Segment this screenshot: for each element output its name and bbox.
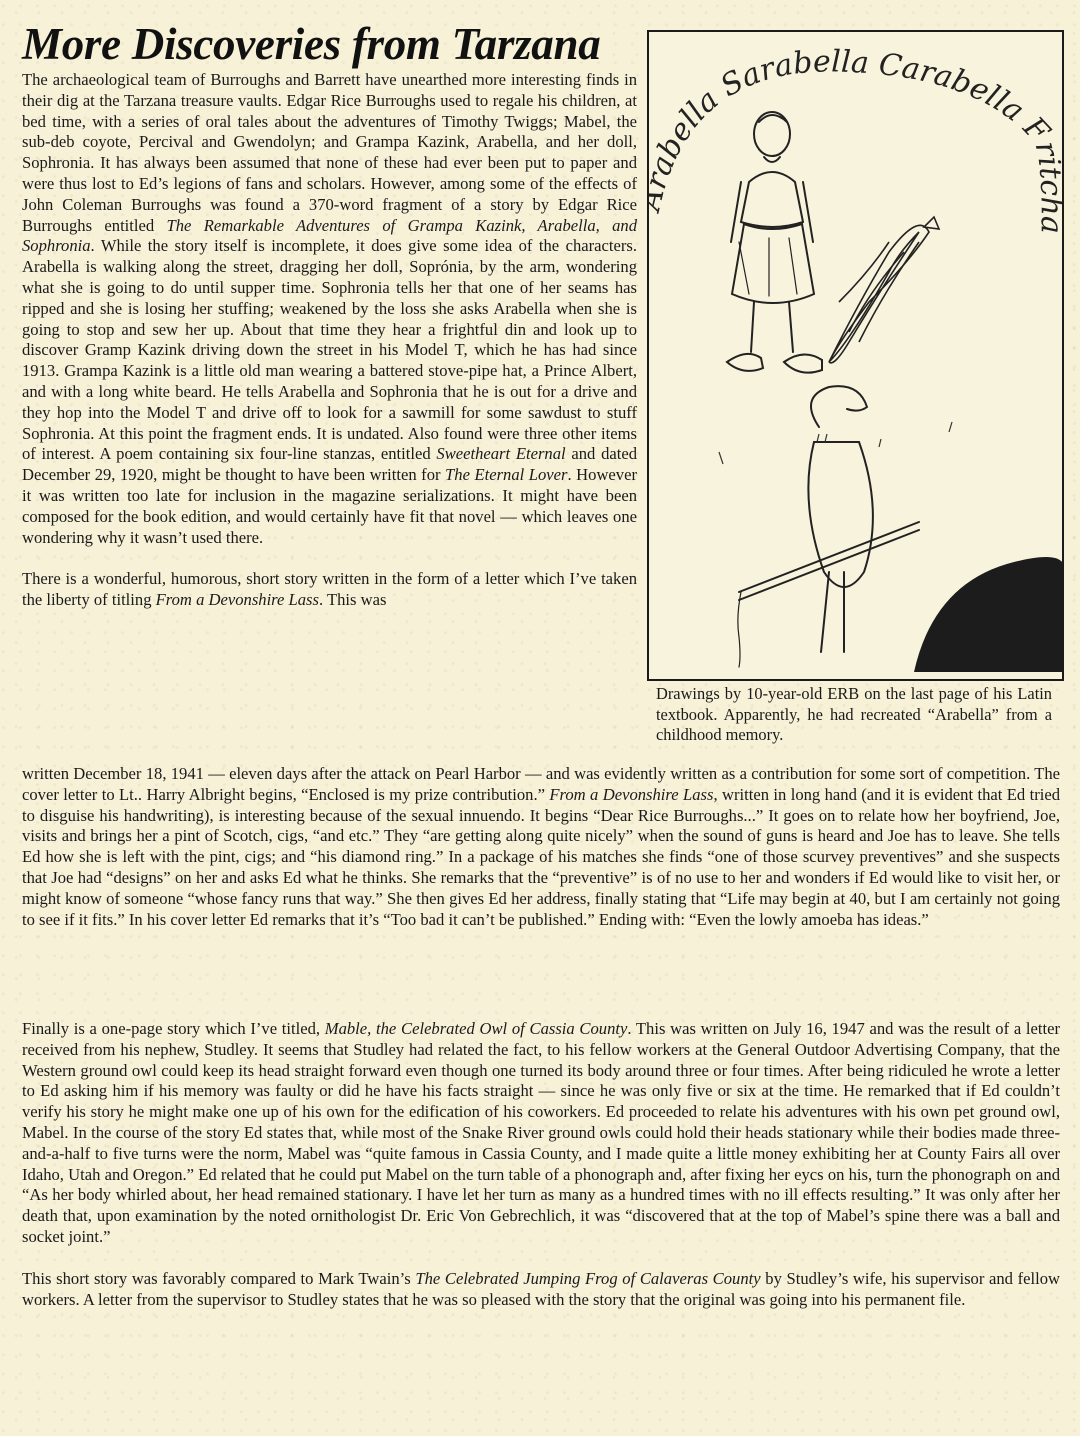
figure-caption: Drawings by 10-year-old ERB on the last page of his Latin textbook. Apparently, he had recreated “Arabella” from a childhood memory.	[656, 684, 1052, 744]
paragraph-twain-comparison: This short story was favorably compared to Mark Twain’s The Celebrated Jumping Frog of Calaveras County by Studley’s wife, his supervisor and fellow workers. A letter from the supervisor to Studley states that he was so pleased with the story that the original was going into his permanent file.	[22, 1268, 1060, 1309]
article-column	[22, 70, 637, 611]
article-fullwidth-1	[22, 764, 1060, 930]
handwritten-names: bella Sarabella Carabella Fr	[651, 44, 1062, 165]
doll-scribble	[829, 217, 939, 363]
paragraph-tarzana-finds: The archaeological team of Burroughs and Barrett have unearthed more interesting finds in their dig at the Tarzana treasure vaults. Edgar Rice Burroughs used to regale his children, at bed time, with a series of oral tales about the adventures of Timothy Twiggs; Mabel, the sub-deb coyote, Percival and Gwendolyn; and Grampa Kazink, Arabella, and her doll, Sophronia. It has always been assumed that none of these had ever been put to paper and were thus lost to Ed’s legions of fans and scholars. However, among some of the effects of John Coleman Burroughs was found a 370-word fragment of a story by Edgar Rice Burroughs entitled The Remarkable Adventures of Grampa Kazink, Arabella, and Sophronia. While the story itself is incomplete, it does give some idea of the characters. Arabella is walking along the street, dragging her doll, Soprónia, by the arm, wondering what she is going to do until supper time. Sophronia tells her that one of her seams has ripped and she is losing her stuffing; weakened by the loss she asks Arabella when she is going to stop and sew her up. About that time they hear a frightful din and look up to discover Gramp Kazink driving down the street in his Model T, which he has had since 1913. Grampa Kazink is a little old man wearing a battered stove-pipe hat, a Prince Albert, and with a long white beard. He tells Arabella and Sophronia that he is out for a drive and they hop into the Model T and drive off to look for a sawmill for some sawdust to stuff Sophronia. At this point the fragment ends. It is undated. Also found were three other items of interest. A poem containing six four-line stanzas, entitled Sweetheart Eternal and dated December 29, 1920, might be thought to have been written for The Eternal Lover. However it was written too late for inclusion in the magazine serializations. It might have been composed for the book edition, and would certainly have fit that novel — which leaves one wondering why it wasn’t used there.	[22, 70, 638, 547]
article-title: More Discoveries from Tarzana	[22, 19, 601, 69]
girl-sketch	[727, 112, 822, 373]
paragraph-mable-owl: Finally is a one-page story which I’ve titled, Mable, the Celebrated Owl of Cassia County. This was written on July 16, 1947 and was the result of a letter received from his nephew, Studley. It seems that Studley had related the fact, to his fellow workers at the General Outdoor Advertising Company, that the Western ground owl could keep its head straight forward even though one turned its body around three or four times. After being ridiculed he wrote a letter to Ed asking him if his memory was faulty or did he have his facts straight — since he was only five or six at the time. He remarked that if Ed couldn’t verify his story he might make one up of his own for the edification of his coworkers. Ed proceeded to relate his adventures with his own pet ground owl, Mabel. In the course of the story Ed states that, while most of the Snake River ground owls could hold their heads stationary while their bodies made three-and-a-half to five turns were the norm, Mabel was “quite famous in Cassia County, and I made quite a little money exhibiting her at County Fairs all over Idaho, Utah and Oregon.” Ed related that he could put Mabel on the turn table of a phonograph and, after fixing her eycs on his, turn the phonograph on and “As her body whirled about, her head remained stationary. I have let her turn as many as a hundred times with no ill effects resulting.” It was only after her death that, upon examination by the noted ornithologist Dr. Eric Von Gebrechlich, it was “discovered that at the top of Mabel’s spine there was a ball and socket joint.”	[22, 1019, 1060, 1246]
article-fullwidth-2	[22, 1019, 1060, 1310]
parrot-sketch	[738, 386, 919, 667]
paragraph-devonshire-body: written December 18, 1941 — eleven days after the attack on Pearl Harbor — and was evidently written as a contribution for some sort of competition. The cover letter to Lt.. Harry Albright begins, “Enclosed is my prize contribution.” From a Devonshire Lass, written in long hand (and it is evident that Ed tried to disguise his handwriting), is interesting because of the sexual innuendo. It begins “Dear Rice Burroughs...” It goes on to relate how her boyfriend, Joe, visits and brings her a pint of Scotch, cigs, “and etc.” They “are getting along quite nicely” when the sound of guns is heard and Joe has to leave. She tells Ed how she is left with the pint, cigs; and “his diamond ring.” In a package of his matches she finds “one of those scurvey preventives” and she suspects that Joe had “designs” on her and asks Ed what he thinks. She remarks that the “preventive” is of no use to her and wonders if Ed would like to visit her, or might know of someone “whose fancy runs that way.” She then gives Ed her address, finally stating that “Life may begin at 40, but I am certainly not going to see if it fits.” In his cover letter Ed remarks that it’s “Too bad it can’t be published.” Ending with: “Even the lowly amoeba has ideas.”	[22, 764, 1060, 929]
sketch-drawing	[649, 32, 1062, 679]
erb-drawings-figure	[647, 30, 1064, 681]
dark-rock-shape	[914, 557, 1062, 672]
paragraph-devonshire-intro: There is a wonderful, humorous, short story written in the form of a letter which I’ve taken the liberty of titling From a Devonshire Lass. This was	[22, 569, 637, 610]
